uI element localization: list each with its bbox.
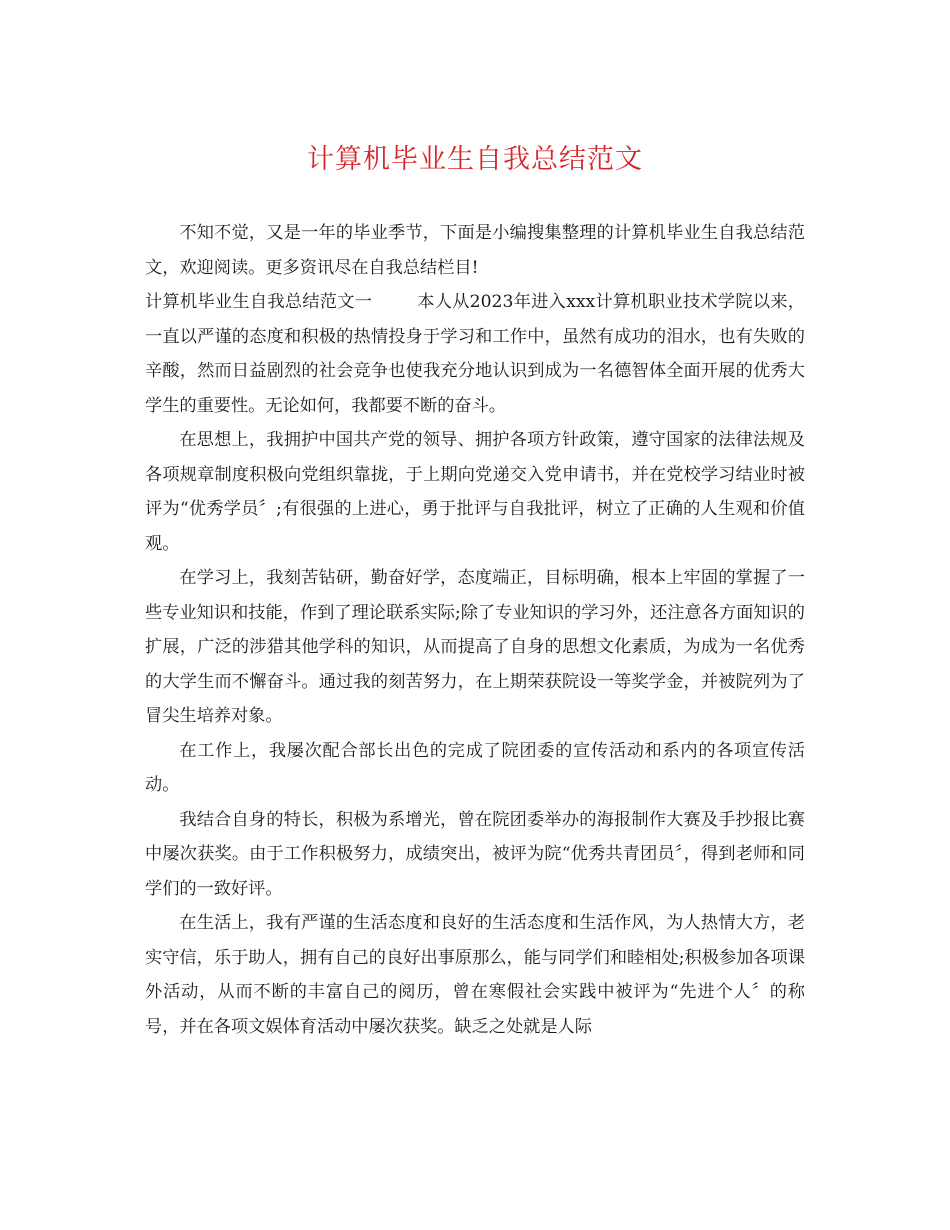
paragraph-4: 在工作上，我屡次配合部长出色的完成了院团委的宣传活动和系内的各项宣传活动。 xyxy=(145,740,805,795)
paragraph-2: 在思想上，我拥护中国共产党的领导、拥护各项方针政策，遵守国家的法律法规及各项规章制度积极向党组织靠拢，于上期向党递交入党申请书，并在党校学习结业时被评为“优秀学员〞;有很强的上进心，勇于批评与自我批评，树立了正确的人生观和价值观。 xyxy=(145,430,805,554)
paragraph-3: 在学习上，我刻苦钻研，勤奋好学，态度端正，目标明确，根本上牢固的掌握了一些专业知识和技能，作到了理论联系实际;除了专业知识的学习外，还注意各方面知识的扩展，广泛的涉猎其他学科的知识，从而提高了自身的思想文化素质，为成为一名优秀的大学生而不懈奋斗。通过我的刻苦努力，在上期荣获院设一等奖学金，并被院列为了冒尖生培养对象。 xyxy=(145,568,805,726)
section-one-paragraph xyxy=(145,285,805,423)
intro-paragraph: 不知不觉，又是一年的毕业季节，下面是小编搜集整理的计算机毕业生自我总结范文，欢迎阅读。更多资讯尽在自我总结栏目! xyxy=(145,223,805,278)
paragraph-6: 在生活上，我有严谨的生活态度和良好的生活态度和生活作风，为人热情大方，老实守信，乐于助人，拥有自己的良好出事原那么，能与同学们和睦相处;积极参加各项课外活动，从而不断的丰富自己的阅历，曾在寒假社会实践中被评为“先进个人〞的称号，并在各项文娱体育活动中屡次获奖。缺乏之处就是人际 xyxy=(145,913,805,1037)
document-title: 计算机毕业生自我总结范文 xyxy=(307,144,643,175)
document-body xyxy=(145,216,805,1044)
paragraph-5: 我结合自身的特长，积极为系增光，曾在院团委举办的海报制作大赛及手抄报比赛中屡次获奖。由于工作积极努力，成绩突出，被评为院“优秀共青团员〞，得到老师和同学们的一致好评。 xyxy=(145,809,805,899)
section-heading: 计算机毕业生自我总结范文一 xyxy=(145,292,373,312)
paragraph-1: 本人从2023年进入xxx计算机职业技术学院以来，一直以严谨的态度和积极的热情投身于学习和工作中，虽然有成功的泪水，也有失败的辛酸，然而日益剧烈的社会竞争也使我充分地认识到成为一名德智体全面开展的优秀大学生的重要性。无论如何，我都要不断的奋斗。 xyxy=(145,292,805,416)
